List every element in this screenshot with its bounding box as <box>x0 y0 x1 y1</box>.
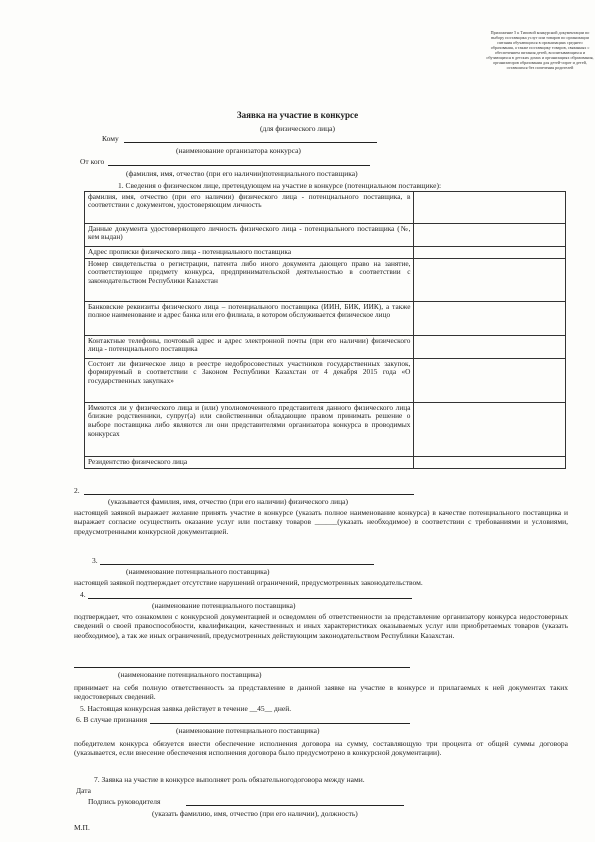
table-row <box>85 336 566 359</box>
row-value[interactable] <box>414 403 566 457</box>
to-hint: (наименование организатора конкурса) <box>176 146 301 155</box>
row-value[interactable] <box>414 359 566 403</box>
table-row <box>85 224 566 247</box>
supplier-name-hint: (наименование потенциального поставщика) <box>118 670 262 679</box>
item2-hint: (указывается фамилия, имя, отчество (при его наличии) физического лица) <box>108 497 348 506</box>
item3-field[interactable] <box>100 564 374 565</box>
section1-heading: 1. Сведения о физическом лице, претендующем на участие в конкурсе (потенциальном поставщике): <box>118 181 442 190</box>
row-label: Состоит ли физическое лицо в реестре недобросовестных участников государственных закупок, формируемый в соответствии с Законом Республики Казахстан от 4 декабря 2015 года «О государственных закупках» <box>85 359 414 403</box>
responsibility-text: принимает на себя полную ответственность за представление в данной заявке на участие в конкурсе и прилагаемых к ней документах таких недостоверных сведений. <box>74 683 568 702</box>
table-row <box>85 403 566 457</box>
item6-label: 6. В случае признания <box>76 715 148 724</box>
item6-field[interactable] <box>150 723 410 724</box>
table-row <box>85 457 566 469</box>
item2-number: 2. <box>74 486 80 495</box>
to-label: Кому <box>102 134 119 143</box>
stamp-label: М.П. <box>74 823 90 832</box>
supplier-info-table <box>84 191 566 469</box>
item4-hint: (наименование потенциального поставщика) <box>152 601 296 610</box>
row-value[interactable] <box>414 192 566 224</box>
row-value[interactable] <box>414 457 566 469</box>
row-label: Резидентство физического лица <box>85 457 414 469</box>
table-row <box>85 302 566 336</box>
row-value[interactable] <box>414 247 566 259</box>
date-label: Дата <box>76 786 91 795</box>
item4-number: 4. <box>80 590 86 599</box>
row-label: Адрес прописки физического лица - потенциального поставщика <box>85 247 414 259</box>
item2-text: настоящей заявкой выражает желание принять участие в конкурсе (указать полное наименование конкурса) в качестве потенциального поставщика и выражает согласие осуществить оказание услуг или поставку товаров ______(указать необходимое) в соответствии с требованиями и условиями, предусмотренными конкурсной документацией. <box>74 508 568 536</box>
from-label: От кого <box>80 157 105 166</box>
item5-prefix: 5. Настоящая конкурсная заявка действует в течение __ <box>80 704 258 713</box>
item6-text: победителем конкурса обязуется внести обеспечение исполнения договора на сумму, составляющую три процента от общей суммы договора (указывается, если внесение обеспечения исполнения договора было предусмотрено в конкурсной документации). <box>74 739 568 758</box>
item4-text: подтверждает, что ознакомлен с конкурсной документацией и осведомлен об ответственности за представление организатору конкурса недостоверных сведений о своей правоспособности, квалификации, качественных и иных характеристиках оказываемых услуг или приобретаемых товаров (указать необходимое), а так же иных ограничений, предусмотренных действующим законодательством Республики Казахстан. <box>74 612 568 640</box>
item3-hint: (наименование потенциального поставщика) <box>126 567 270 576</box>
from-hint: (фамилия, имя, отчество (при его наличии)потенциального поставщика) <box>126 169 358 178</box>
table-row <box>85 192 566 224</box>
item5-text <box>80 704 291 713</box>
row-label: Имеются ли у физического лица и (или) уполномоченного представителя данного физического лица близкие родственники, супруг(а) или свойственники обладающие правом принимать решение о выборе поставщика либо являются ли они представителями организатора конкурса в проводимых конкурсах <box>85 403 414 457</box>
appendix-note: Приложение 5 к Типовой конкурсной документации по выбору поставщика услуг или товаров по организации питания обучающихся в организациях среднего образования, а также поставщику товаров, связанных с обеспечением питания детей, воспитывающихся и обучающихся в детских домах и организациях образования, организаторов образования для детей-сирот и детей, оставшихся без попечения родителей <box>486 30 594 70</box>
table-row <box>85 247 566 259</box>
row-label: Номер свидетельства о регистрации, патента либо иного документа дающего право на занятие, соответствующее предмету конкурса, предпринимательской деятельностью в соответствии с законодательством Республики Казахстан <box>85 259 414 302</box>
item2-field[interactable] <box>84 494 414 495</box>
signature-hint: (указать фамилию, имя, отчество (при его наличии), должность) <box>152 809 358 818</box>
row-label: фамилия, имя, отчество (при его наличии) физического лица - потенциального поставщика, в соответствии с документом, удостоверяющим личность <box>85 192 414 224</box>
table-row <box>85 259 566 302</box>
row-label: Контактные телефоны, почтовый адрес и адрес электронной почты (при его наличии) физического лица - потенциального поставщика <box>85 336 414 359</box>
validity-days[interactable]: 45 <box>257 704 265 713</box>
from-field[interactable] <box>108 165 370 166</box>
item5-suffix: __ дней. <box>264 704 292 713</box>
document-title: Заявка на участие в конкурсе <box>236 110 359 120</box>
item6-hint: (наименование потенциального поставщика) <box>176 726 320 735</box>
item7-text: 7. Заявка на участие в конкурсе выполняет роль обязательногодоговора между нами. <box>94 775 365 784</box>
row-label: Банковские реквизиты физического лица – потенциального поставщика (ИИН, БИК, ИИК), а также полное наименование и адрес банка или его филиала, в котором обслуживается физическое лицо <box>85 302 414 336</box>
row-label: Данные документа удостоверяющего личность физического лица - потенциального поставщика (№, кем выдан) <box>85 224 414 247</box>
item4-field[interactable] <box>88 598 412 599</box>
supplier-name-field[interactable] <box>74 667 410 668</box>
row-value[interactable] <box>414 336 566 359</box>
signature-field[interactable] <box>186 805 404 806</box>
to-field[interactable] <box>124 142 377 143</box>
item3-number: 3. <box>92 556 98 565</box>
table-row <box>85 359 566 403</box>
item3-text: настоящей заявкой подтверждает отсутствие нарушений ограничений, предусмотренных законодательством. <box>74 578 423 587</box>
row-value[interactable] <box>414 259 566 302</box>
signature-label: Подпись руководителя <box>88 797 161 806</box>
row-value[interactable] <box>414 302 566 336</box>
row-value[interactable] <box>414 224 566 247</box>
document-subtitle: (для физического лица) <box>260 124 335 133</box>
